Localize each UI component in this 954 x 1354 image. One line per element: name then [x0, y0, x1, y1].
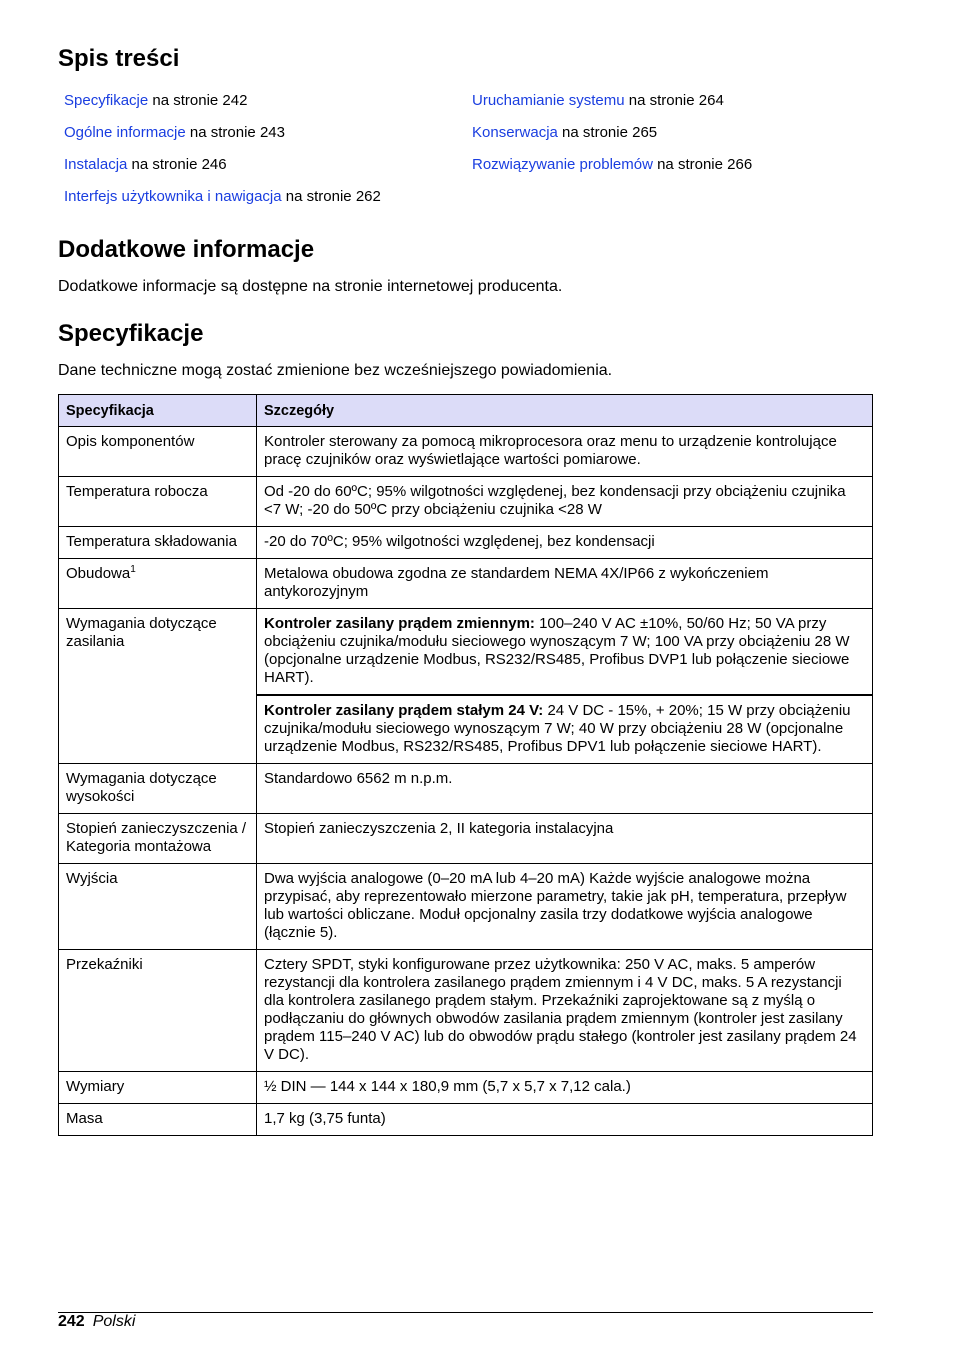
- toc-link-konserwacja[interactable]: Konserwacja: [472, 124, 558, 141]
- spec-name: Temperatura składowania: [59, 527, 257, 559]
- spec-detail: Kontroler sterowany za pomocą mikroprocesora oraz menu to urządzenie kontrolujące pracę czujników oraz wyświetlające wartości pomiarowe.: [257, 427, 873, 477]
- toc-link-uruchamianie[interactable]: Uruchamianie systemu: [472, 92, 625, 109]
- table-row: [59, 1072, 873, 1104]
- spec-detail: Cztery SPDT, styki konfigurowane przez użytkownika: 250 V AC, maks. 5 amperów rezystancji dla kontrolera zasilanego prądem zmiennym i 4 V DC, maks. 5 A rezystancji dla kontrolera zasilanego prądem stałym. Przekaźniki zaprojektowane są z myślą o podłączaniu do głównych obwodów zasilania prądem zmiennym (kontroler jest zasilany prądem 115–240 V AC) lub do obwodów prądu stałego (kontroler jest zasilany prądem 24 V DC).: [257, 950, 873, 1072]
- toc-link-instalacja[interactable]: Instalacja: [64, 156, 128, 173]
- table-row: [59, 950, 873, 1072]
- spec-name: Obudowa: [66, 565, 131, 582]
- page-footer: [58, 1312, 135, 1332]
- spec-name: Temperatura robocza: [59, 477, 257, 527]
- toc-link-interfejs[interactable]: Interfejs użytkownika i nawigacja: [64, 188, 282, 205]
- toc-page-ref: na stronie 266: [652, 156, 753, 173]
- table-row: [59, 609, 873, 696]
- spec-detail: Standardowo 6562 m n.p.m.: [257, 764, 873, 814]
- toc-item-rozwiazywanie: [472, 156, 752, 188]
- spec-detail-text: 100–240 V AC ±10%, 50/60 Hz; 50 VA przy obciążeniu czujnika/modułu sieciowego wynoszącym 7 W; 100 VA przy obciążeniu 28 W (opcjonalne urządzenie Modbus, RS232/RS485, Profibus DVP1 lub połączenie sieciowe HART).: [264, 615, 850, 686]
- specifications-table: [58, 394, 873, 1136]
- table-row: [59, 764, 873, 814]
- toc-title: Spis treści: [58, 45, 180, 72]
- table-row: [59, 1104, 873, 1136]
- spec-name: Stopień zanieczyszczenia / Kategoria montażowa: [59, 814, 257, 864]
- toc-column-left: [64, 92, 381, 220]
- footnote-marker: 1: [130, 564, 136, 575]
- column-header-specification: Specyfikacja: [59, 395, 257, 427]
- spec-name: Opis komponentów: [59, 427, 257, 477]
- toc-item-instalacja: [64, 156, 381, 188]
- table-row: [59, 477, 873, 527]
- spec-name-cell: [59, 559, 257, 609]
- spec-detail: Dwa wyjścia analogowe (0–20 mA lub 4–20 mA) Każde wyjście analogowe można przypisać, aby reprezentowało mierzone parametry, takie jak pH, temperatura, przepływ lub wartości obliczane. Moduł opcjonalny zasila trzy dodatkowe wyjścia analogowe (łącznie 5).: [257, 864, 873, 950]
- spec-detail: 1,7 kg (3,75 funta): [257, 1104, 873, 1136]
- toc-page-ref: na stronie 262: [281, 188, 381, 205]
- toc-item-konserwacja: [472, 124, 752, 156]
- toc-item-uruchamianie: [472, 92, 752, 124]
- toc-page-ref: na stronie 264: [624, 92, 724, 109]
- toc-link-ogolne-informacje[interactable]: Ogólne informacje: [64, 124, 186, 141]
- toc-page-ref: na stronie 243: [185, 124, 285, 141]
- spec-detail-label: Kontroler zasilany prądem zmiennym:: [264, 615, 535, 632]
- spec-name: Wymagania dotyczące zasilania: [59, 609, 257, 764]
- toc-column-right: [472, 92, 752, 188]
- toc-link-specyfikacje[interactable]: Specyfikacje: [64, 92, 149, 109]
- spec-name: Wyjścia: [59, 864, 257, 950]
- section-title-specifications: Specyfikacje: [58, 320, 204, 347]
- spec-detail-label: Kontroler zasilany prądem stałym 24 V:: [264, 702, 544, 719]
- spec-name: Wymiary: [59, 1072, 257, 1104]
- specifications-intro: Dane techniczne mogą zostać zmienione bez wcześniejszego powiadomienia.: [58, 362, 613, 379]
- spec-name: Przekaźniki: [59, 950, 257, 1072]
- footer-language: Polski: [92, 1313, 136, 1330]
- spec-detail: -20 do 70ºC; 95% wilgotności względenej, bez kondensacji: [257, 527, 873, 559]
- toc-link-rozwiazywanie[interactable]: Rozwiązywanie problemów: [472, 156, 653, 173]
- spec-detail-dc: [257, 695, 873, 764]
- spec-detail: Od -20 do 60ºC; 95% wilgotności względenej, bez kondensacji przy obciążeniu czujnika <7 W; -20 do 50ºC przy obciążeniu czujnika <28 W: [257, 477, 873, 527]
- toc-item-ogolne-informacje: [64, 124, 381, 156]
- column-header-details: Szczegóły: [257, 395, 873, 427]
- table-row: [59, 559, 873, 609]
- extra-info-text: Dodatkowe informacje są dostępne na stronie internetowej producenta.: [58, 278, 563, 295]
- section-title-extra-info: Dodatkowe informacje: [58, 236, 315, 263]
- footer-divider: [58, 1312, 873, 1313]
- toc-page-ref: na stronie 265: [557, 124, 658, 141]
- table-row: [59, 527, 873, 559]
- toc-item-interfejs: [64, 188, 381, 220]
- spec-detail: ½ DIN — 144 x 144 x 180,9 mm (5,7 x 5,7 x 7,12 cala.): [257, 1072, 873, 1104]
- spec-detail: Stopień zanieczyszczenia 2, II kategoria instalacyjna: [257, 814, 873, 864]
- table-row: [59, 427, 873, 477]
- spec-detail: Metalowa obudowa zgodna ze standardem NEMA 4X/IP66 z wykończeniem antykorozyjnym: [257, 559, 873, 609]
- table-header-row: [59, 395, 873, 427]
- toc-page-ref: na stronie 242: [148, 92, 248, 109]
- toc-page-ref: na stronie 246: [127, 156, 227, 173]
- spec-name: Masa: [59, 1104, 257, 1136]
- page-number: 242: [58, 1313, 85, 1330]
- toc-item-specyfikacje: [64, 92, 381, 124]
- table-row: [59, 814, 873, 864]
- spec-name: Wymagania dotyczące wysokości: [59, 764, 257, 814]
- spec-detail-text: 24 V DC - 15%, + 20%; 15 W przy obciążeniu czujnika/modułu sieciowego wynoszącym 7 W; 40 W przy obciążeniu 28 W (opcjonalne urządzenie Modbus, RS232/RS485, Profibus DPV1 lub połączenie sieciowe HART).: [264, 702, 851, 755]
- table-row: [59, 864, 873, 950]
- spec-detail-ac: [257, 609, 873, 696]
